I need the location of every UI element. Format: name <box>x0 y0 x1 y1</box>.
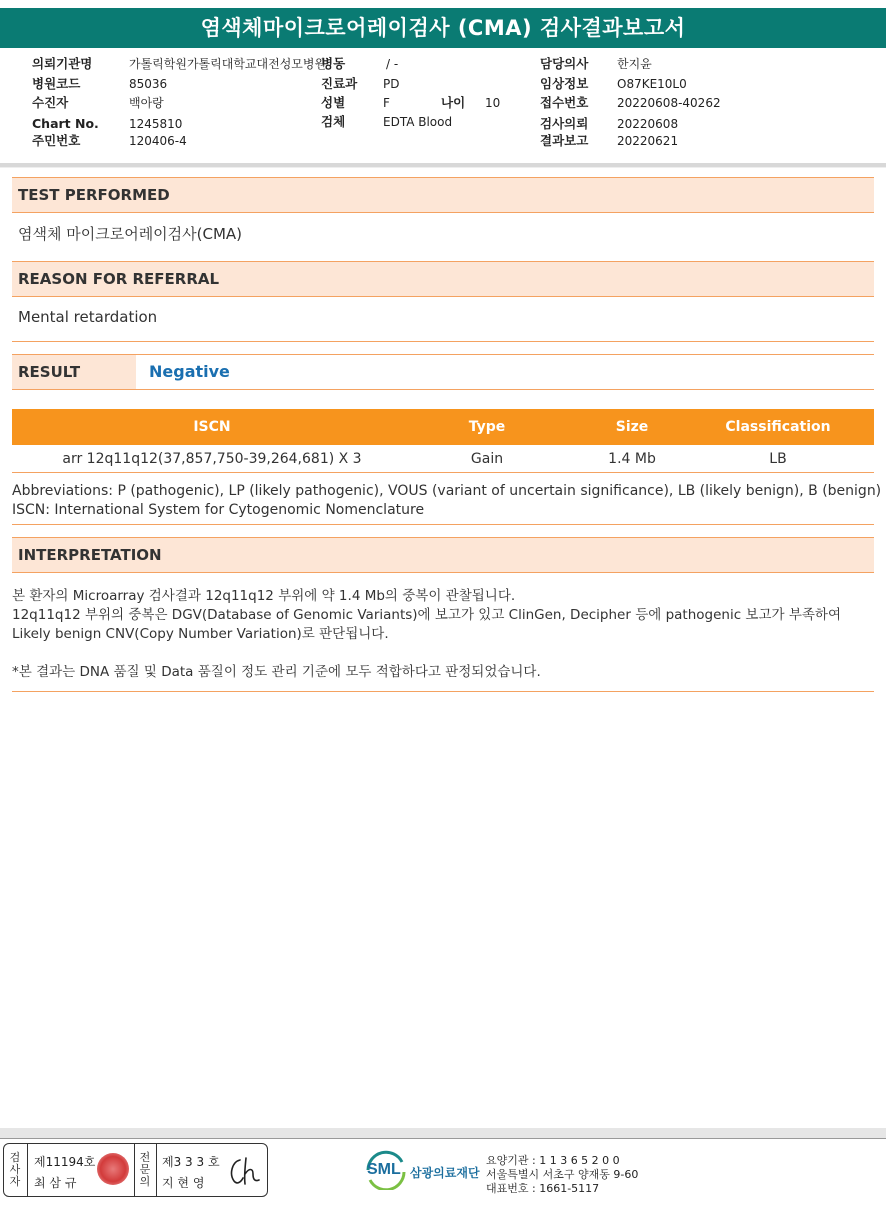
iscn-header: ISCN <box>193 419 231 435</box>
quality-note: *본 결과는 DNA 품질 및 Data 품질이 정도 관리 기준에 모두 적합하다고 판정되었습니다. <box>12 664 541 680</box>
examiner-license-no: 제11194호 <box>34 1155 96 1169</box>
header-divider-shadow <box>0 167 886 168</box>
hospital-code-label: 병원코드 <box>32 76 81 91</box>
hospital-code-value: 85036 <box>129 77 168 91</box>
physician-label: 담당의사 <box>540 56 589 71</box>
result-label: RESULT <box>12 355 136 389</box>
report-title: 염색체마이크로어레이검사 (CMA) 검사결과보고서 <box>0 8 886 48</box>
reason-value: Mental retardation <box>18 308 158 326</box>
org-address: 서울특별시 서초구 양재동 9-60 <box>486 1168 639 1181</box>
clinical-info-value: O87KE10L0 <box>617 77 687 91</box>
handwritten-signature <box>226 1154 264 1188</box>
classification-header: Classification <box>725 419 831 435</box>
test-performed-value: 염색체 마이크로어레이검사(CMA) <box>18 225 243 243</box>
requesting-institution-label: 의뢰기관명 <box>32 56 93 71</box>
result-row <box>12 354 874 390</box>
result-value: Negative <box>149 362 230 381</box>
ward-label: 병동 <box>321 56 346 71</box>
type-cell: Gain <box>470 451 504 467</box>
specialist-license-no: 제3 3 3 호 <box>162 1155 220 1169</box>
size-header: Size <box>615 419 649 435</box>
examiner-name: 최 삼 규 <box>34 1176 77 1190</box>
specimen-value: EDTA Blood <box>383 115 453 129</box>
department-value: PD <box>383 77 400 91</box>
accession-no-label: 접수번호 <box>540 95 589 110</box>
specialist-name: 지 현 영 <box>162 1176 205 1190</box>
interpretation-heading: INTERPRETATION <box>12 537 874 573</box>
department-label: 진료과 <box>321 76 358 91</box>
report-date-label: 결과보고 <box>540 133 589 148</box>
table-row <box>12 446 874 473</box>
resident-no-label: 주민번호 <box>32 133 81 148</box>
signature-separator <box>156 1144 157 1196</box>
resident-no-value: 120406-4 <box>129 134 187 148</box>
request-date-value: 20220608 <box>617 117 679 131</box>
iscn-cell: arr 12q11q12(37,857,750-39,264,681) X 3 <box>62 451 362 467</box>
type-header: Type <box>468 419 506 435</box>
physician-value: 한지윤 <box>617 57 652 71</box>
accession-no-value: 20220608-40262 <box>617 96 721 110</box>
logo-text: SML <box>367 1161 401 1178</box>
interpretation-line-2: 12q11q12 부위의 중복은 DGV(Database of Genomic Variants)에 보고가 있고 ClinGen, Decipher 등에 pathogenic 보고가 부족하여 <box>12 607 841 623</box>
classification-cell: LB <box>769 451 787 467</box>
interpretation-rule <box>12 691 874 692</box>
abbreviations-line: Abbreviations: P (pathogenic), LP (likely pathogenic), VOUS (variant of uncertain significance), LB (likely benign), B (benign) <box>12 483 882 499</box>
chart-no-label: Chart No. <box>32 116 99 131</box>
abbreviations-rule <box>12 524 874 525</box>
age-label: 나이 <box>441 95 466 110</box>
requesting-institution-value: 가톨릭학원가톨릭대학교대전성모병원 <box>129 57 327 71</box>
reason-rule <box>12 341 874 342</box>
patient-name-label: 수진자 <box>32 95 69 110</box>
signature-box <box>3 1143 268 1197</box>
interpretation-line-1: 본 환자의 Microarray 검사결과 12q11q12 부위에 약 1.4 Mb의 중복이 관찰됩니다. <box>12 588 516 604</box>
report-date-value: 20220621 <box>617 134 679 148</box>
sml-logo <box>364 1150 480 1194</box>
signature-separator <box>134 1144 135 1196</box>
table-header <box>12 409 874 445</box>
interpretation-line-3: Likely benign CNV(Copy Number Variation)로 판단됩니다. <box>12 626 389 642</box>
specimen-label: 검체 <box>321 114 346 129</box>
footer-divider <box>0 1138 886 1139</box>
org-phone: 대표번호 : 1661-5117 <box>486 1182 600 1195</box>
clinical-info-label: 임상정보 <box>540 76 589 91</box>
age-value: 10 <box>485 96 501 110</box>
institution-code: 요양기관 : 1 1 3 6 5 2 0 0 <box>486 1154 620 1167</box>
reason-heading: REASON FOR REFERRAL <box>12 261 874 297</box>
iscn-definition-line: ISCN: International System for Cytogenomic Nomenclature <box>12 502 425 518</box>
org-name: 삼광의료재단 <box>410 1166 480 1180</box>
specialist-label: 전문의 <box>139 1151 151 1188</box>
sex-value: F <box>383 96 390 110</box>
official-seal <box>97 1153 129 1185</box>
signature-separator <box>27 1144 28 1196</box>
request-date-label: 검사의뢰 <box>540 116 589 131</box>
chart-no-value: 1245810 <box>129 117 183 131</box>
examiner-label: 검사자 <box>9 1151 21 1188</box>
size-cell: 1.4 Mb <box>608 451 656 467</box>
sex-label: 성별 <box>321 95 346 110</box>
ward-value: / - <box>386 57 399 71</box>
patient-name-value: 백아랑 <box>129 96 164 110</box>
test-performed-heading: TEST PERFORMED <box>12 177 874 213</box>
footer-band <box>0 1128 886 1138</box>
